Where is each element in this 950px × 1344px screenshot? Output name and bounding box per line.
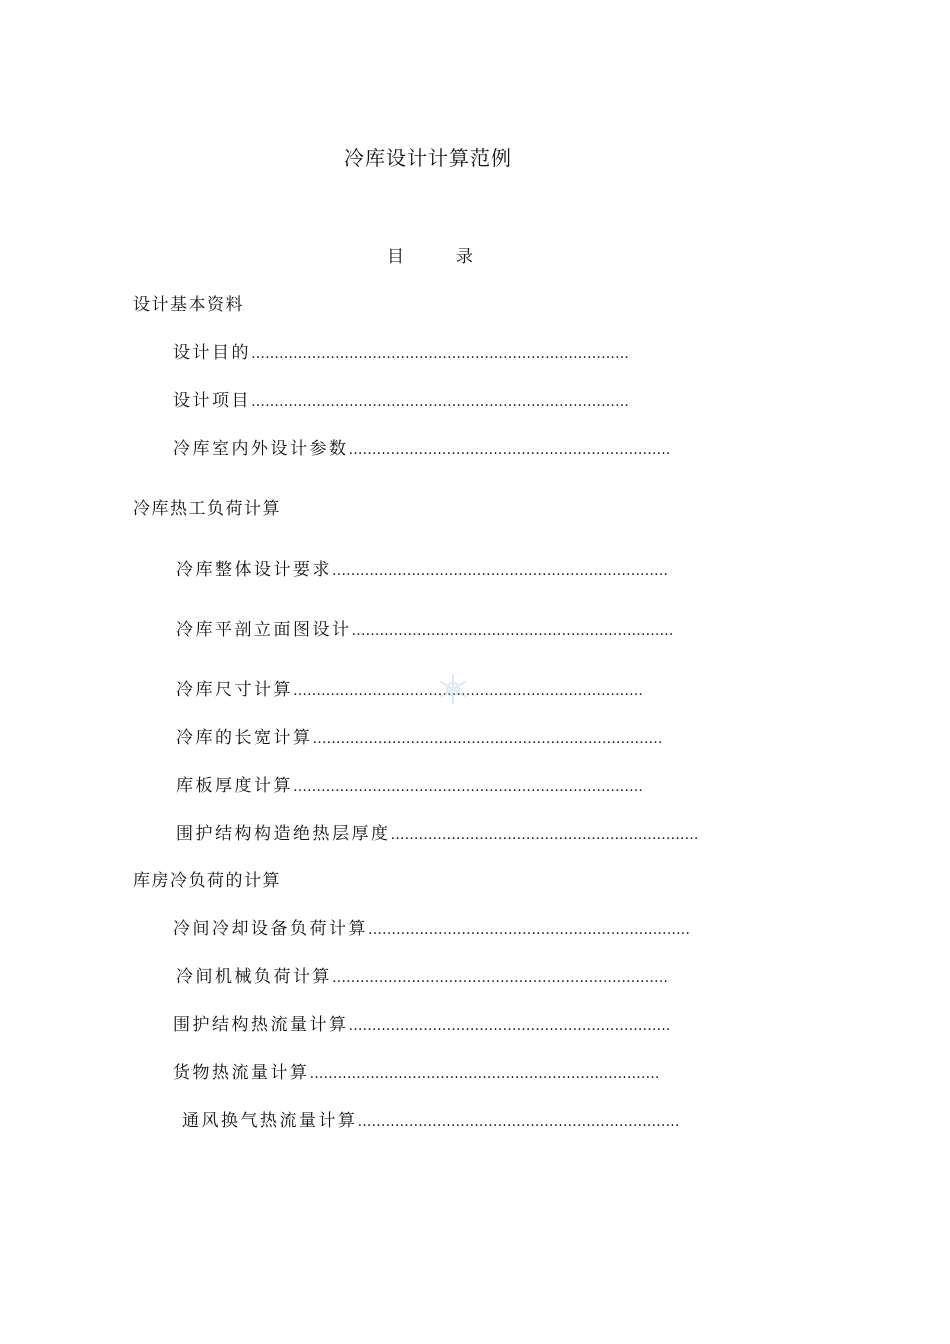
toc-leader-dots: ………………………………………………………………… [312,731,663,747]
toc-section-thermal-load: 冷库热工负荷计算 [133,499,281,519]
toc-leader-dots: …………………………………………………………… [357,1114,680,1130]
toc-entry-label: 冷库平剖立面图设计 [176,620,352,640]
toc-leader-dots: ……………………………………………………………………… [251,346,629,362]
toc-entry-label: 冷库室内外设计参数 [173,439,349,459]
toc-leader-dots: …………………………………………………………… [351,623,674,639]
toc-section-cooling-load: 库房冷负荷的计算 [133,871,281,891]
toc-leader-dots: ………………………………………………………… [390,827,699,843]
toc-leader-dots: ……………………………………………………………… [332,970,668,986]
snowflake-watermark-icon [436,672,470,706]
toc-entry-label: 冷间机械负荷计算 [176,967,332,987]
toc-heading-char-2: 录 [456,247,473,267]
toc-entry-label: 冷间冷却设备负荷计算 [173,919,368,939]
toc-leader-dots: ……………………………………………………………… [332,563,668,579]
toc-entry-design-items[interactable] [173,386,733,411]
toc-leader-dots: ………………………………………………………………… [293,683,643,699]
toc-leader-dots: ………………………………………………………………… [309,1066,660,1082]
toc-entry-indoor-outdoor-params[interactable] [173,434,733,459]
toc-entry-design-purpose[interactable] [173,338,733,363]
toc-entry-length-width-calculation[interactable] [176,723,736,748]
toc-heading-char-1: 目 [387,247,404,267]
toc-entry-plan-section-elevation[interactable] [176,615,736,640]
toc-entry-cooling-equipment-load[interactable] [173,914,733,939]
toc-entry-label: 围护结构构造绝热层厚度 [176,824,391,844]
toc-entry-goods-heat-flow[interactable] [173,1058,733,1083]
toc-entry-ventilation-heat-flow[interactable] [182,1106,742,1131]
toc-heading [387,242,473,267]
toc-leader-dots: …………………………………………………………… [368,922,690,938]
toc-entry-label: 设计项目 [173,391,251,411]
toc-entry-mechanical-load[interactable] [176,962,736,987]
document-title: 冷库设计计算范例 [344,146,512,170]
toc-leader-dots: ……………………………………………………………………… [251,394,629,410]
toc-entry-label: 冷库整体设计要求 [176,560,332,580]
toc-entry-envelope-heat-flow[interactable] [173,1010,733,1035]
toc-entry-overall-requirements[interactable] [176,555,736,580]
toc-entry-label: 围护结构热流量计算 [173,1015,349,1035]
toc-entry-label: 冷库的长宽计算 [176,728,313,748]
toc-leader-dots: ………………………………………………………………… [293,779,643,795]
toc-section-basic-data: 设计基本资料 [133,295,244,315]
toc-leader-dots: …………………………………………………………… [348,442,671,458]
toc-entry-panel-thickness[interactable] [176,771,736,796]
toc-entry-label: 冷库尺寸计算 [176,680,293,700]
toc-entry-label: 通风换气热流量计算 [182,1111,358,1131]
toc-entry-label: 设计目的 [173,343,251,363]
toc-entry-insulation-thickness[interactable] [176,819,736,844]
toc-entry-label: 货物热流量计算 [173,1063,310,1083]
toc-entry-label: 库板厚度计算 [176,776,293,796]
toc-leader-dots: …………………………………………………………… [348,1018,671,1034]
